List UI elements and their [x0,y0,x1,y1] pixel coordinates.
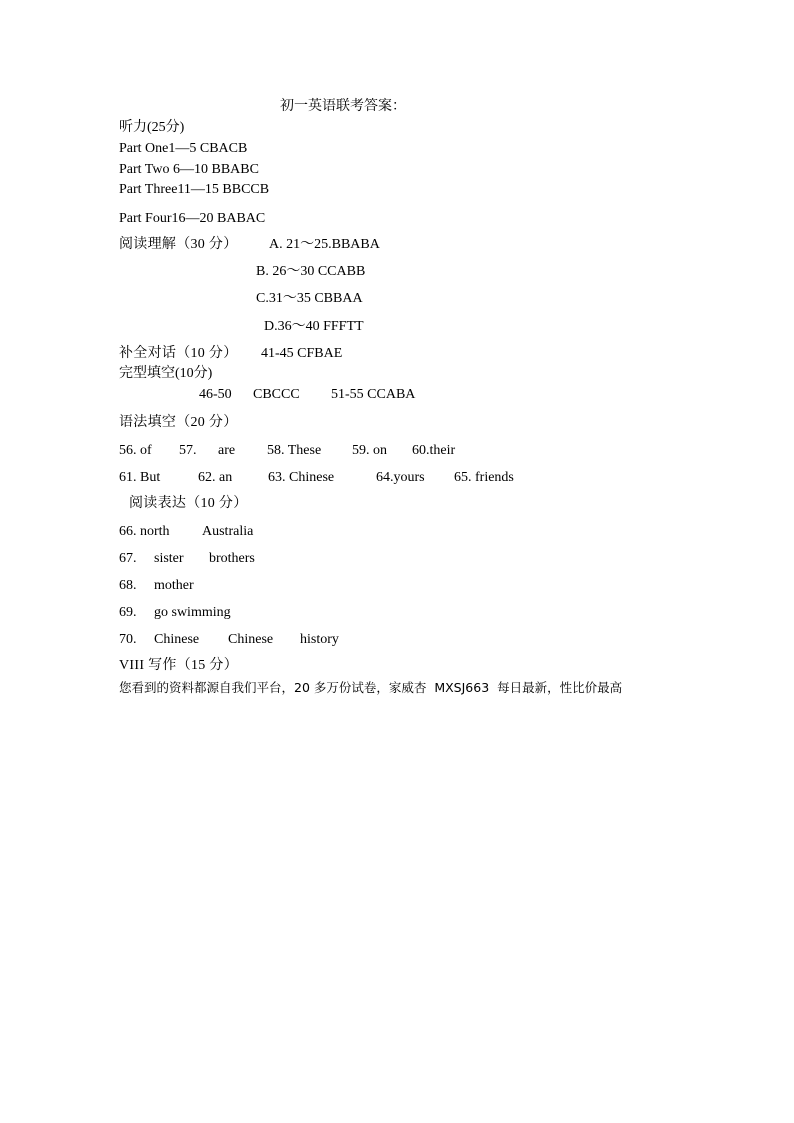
cloze-heading: 完型填空(10分) [119,366,213,381]
reading-answer-b: B. 26～30 CCABB [256,264,366,279]
expression-item-67-answer-1: sister [154,551,184,566]
listening-heading: 听力(25分) [119,120,185,135]
grammar-item-58: 58. These [267,443,322,458]
expression-item-69-answer: go swimming [154,605,231,620]
expression-item-69: 69. [119,605,137,620]
grammar-item-62: 62. an [198,470,233,485]
expression-item-66: 66. north [119,524,170,539]
reading-heading: 阅读理解（30 分） [119,237,238,252]
expression-item-67-answer-2: brothers [209,551,255,566]
reading-answer-d: D.36～40 FFFTT [264,319,364,334]
listening-part-two: Part Two 6—10 BBABC [119,162,259,177]
listening-part-three: Part Three11—15 BBCCB [119,182,270,197]
cloze-range-1: 46-50 [199,387,232,402]
grammar-heading: 语法填空（20 分） [119,415,238,430]
expression-item-66-answer: Australia [202,524,254,539]
expression-item-70-answer-1: Chinese [154,632,200,647]
grammar-item-59: 59. on [352,443,387,458]
grammar-item-64: 64.yours [376,470,425,485]
reading-answer-a: A. 21～25.BBABA [269,237,380,252]
expression-item-70: 70. [119,632,137,647]
listening-part-four: Part Four16—20 BABAC [119,211,266,226]
grammar-item-63: 63. Chinese [268,470,335,485]
expression-item-70-answer-2: Chinese [228,632,274,647]
grammar-item-60: 60.their [412,443,456,458]
expression-heading: 阅读表达（10 分） [129,496,248,511]
grammar-item-56: 56. of [119,443,152,458]
cloze-answer-1: CBCCC [253,387,300,402]
footer-note: 您看到的资料都源自我们平台，20 多万份试卷，家威杏 MXSJ663 每日最新，性比价最高 [119,680,623,695]
expression-item-67: 67. [119,551,137,566]
grammar-item-57: 57. [179,443,197,458]
expression-item-68-answer: mother [154,578,194,593]
grammar-item-65: 65. friends [454,470,514,485]
grammar-item-61: 61. But [119,470,161,485]
listening-part-one: Part One1—5 CBACB [119,141,248,156]
dialogue-answer: 41-45 CFBAE [261,346,343,361]
expression-item-68: 68. [119,578,137,593]
dialogue-heading: 补全对话（10 分） [119,346,238,361]
writing-heading: VIII 写作（15 分） [119,658,238,673]
cloze-answer-2: 51-55 CCABA [331,387,416,402]
expression-item-70-answer-3: history [300,632,339,647]
page-title: 初一英语联考答案： [280,99,406,114]
reading-answer-c: C.31～35 CBBAA [256,291,363,306]
grammar-item-57-answer: are [218,443,236,458]
